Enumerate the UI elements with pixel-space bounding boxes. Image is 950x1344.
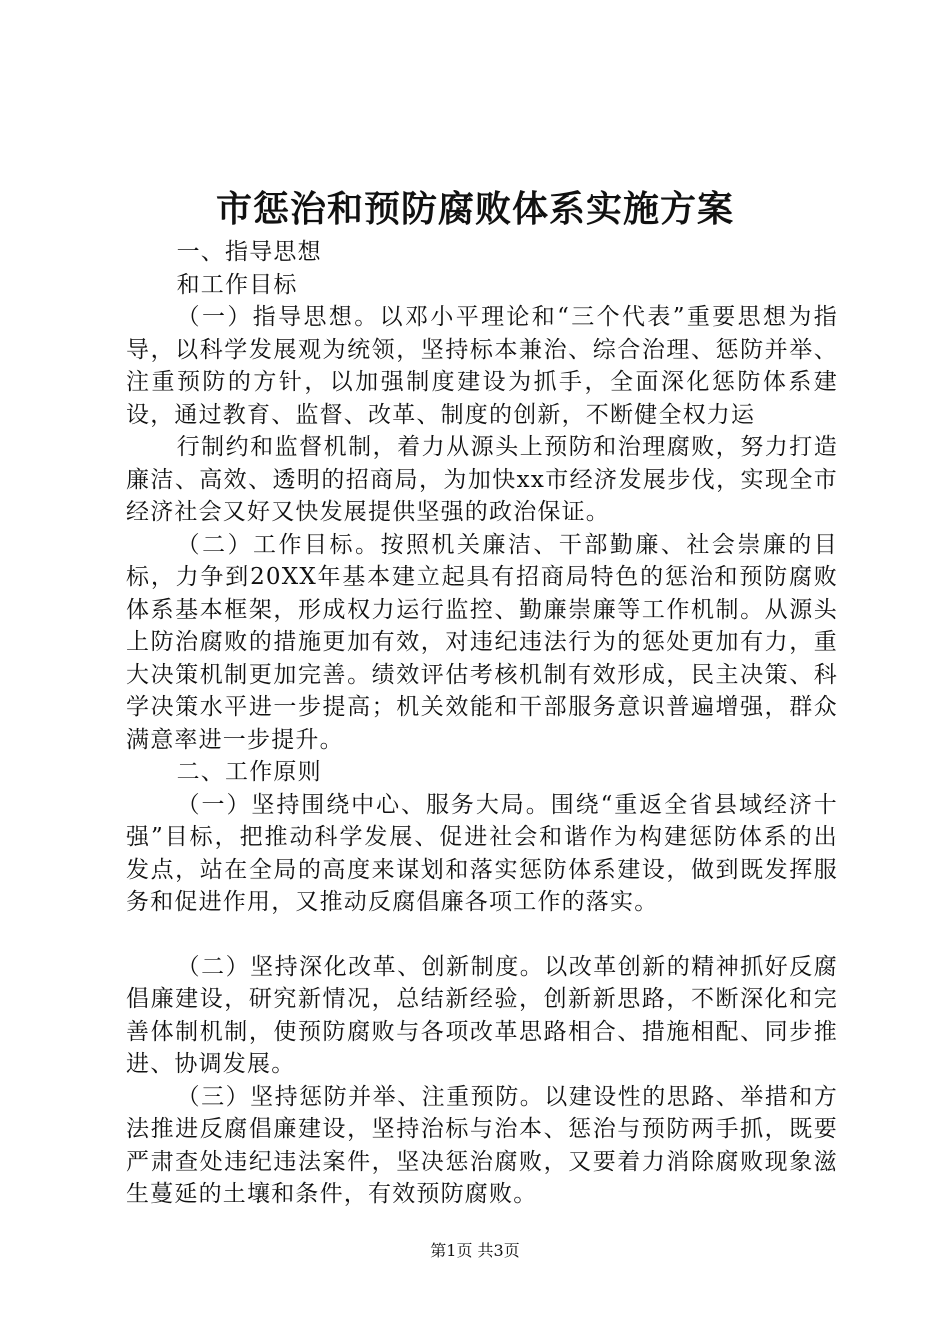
section-heading-continued: 和工作目标 xyxy=(176,271,298,298)
page-footer: 第1页 共3页 xyxy=(430,1241,520,1260)
paragraph: （一）坚持围绕中心、服务大局。围绕“重返全省县域经济十强”目标，把推动科学发展、促进社会和谐作为构建惩防体系的出发点，站在全局的高度来谋划和落实惩防体系建设，做到既发挥服务和促进作用，又推动反腐倡廉各项工作的落实。 xyxy=(126,791,838,915)
paragraph: （二）坚持深化改革、创新制度。以改革创新的精神抓好反腐倡廉建设，研究新情况，总结新经验，创新新思路，不断深化和完善体制机制，使预防腐败与各项改革思路相合、措施相配、同步推进、协调发展。 xyxy=(126,953,838,1077)
paragraph: （三）坚持惩防并举、注重预防。以建设性的思路、举措和方法推进反腐倡廉建设，坚持治标与治本、惩治与预防两手抓，既要严肃查处违纪违法案件，坚决惩治腐败，又要着力消除腐败现象滋生蔓延的土壤和条件，有效预防腐败。 xyxy=(126,1083,838,1207)
document-title: 市惩治和预防腐败体系实施方案 xyxy=(215,188,734,230)
paragraph: 行制约和监督机制，着力从源头上预防和治理腐败，努力打造廉洁、高效、透明的招商局，为加快xx市经济发展步伐，实现全市经济社会又好又快发展提供坚强的政治保证。 xyxy=(126,434,838,525)
paragraph: （一）指导思想。以邓小平理论和“三个代表”重要思想为指导，以科学发展观为统领，坚持标本兼治、综合治理、惩防并举、注重预防的方针，以加强制度建设为抓手，全面深化惩防体系建设，通过教育、监督、改革、制度的创新，不断健全权力运 xyxy=(126,304,838,428)
document-body xyxy=(126,236,838,1211)
paragraph: （二）工作目标。按照机关廉洁、干部勤廉、社会崇廉的目标，力争到20XX年基本建立起具有招商局特色的惩治和预防腐败体系基本框架，形成权力运行监控、勤廉崇廉等工作机制。从源头上防治腐败的措施更加有效，对违纪违法行为的惩处更加有力，重大决策机制更加完善。绩效评估考核机制有效形成，民主决策、科学决策水平进一步提高；机关效能和干部服务意识普遍增强，群众满意率进一步提升。 xyxy=(126,531,838,753)
section-heading: 一、指导思想 xyxy=(176,239,322,265)
section-heading: 二、工作原则 xyxy=(176,759,322,785)
